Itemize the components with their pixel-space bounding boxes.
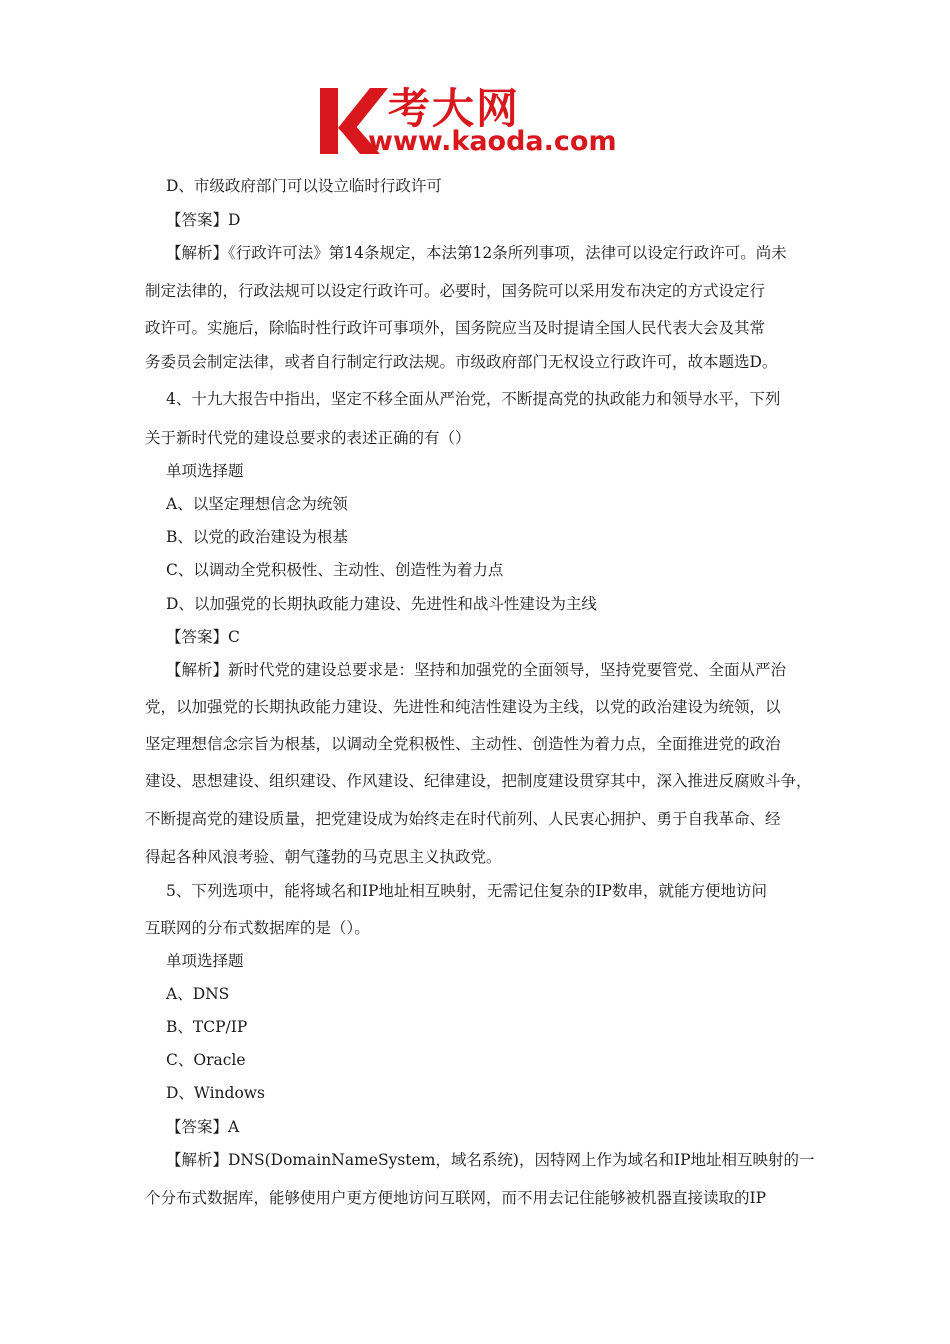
text-line: 【答案】C (166, 628, 240, 646)
text-line: 个分布式数据库，能够使用户更方便地访问互联网，而不用去记住能够被机器直接读取的IP (145, 1189, 767, 1207)
text-line: 务委员会制定法律，或者自行制定行政法规。市级政府部门无权设立行政许可，故本题选D。 (145, 353, 778, 371)
text-line: B、以党的政治建设为根基 (166, 528, 348, 546)
text-line: 得起各种风浪考验、朝气蓬勃的马克思主义执政党。 (145, 848, 502, 866)
text-line: 【答案】D (166, 211, 241, 229)
text-line: A、以坚定理想信念为统领 (166, 495, 348, 513)
text-line: 单项选择题 (166, 462, 244, 480)
text-line: 单项选择题 (166, 952, 244, 970)
text-line: D、Windows (166, 1084, 266, 1102)
text-line: D、以加强党的长期执政能力建设、先进性和战斗性建设为主线 (166, 595, 597, 613)
kaoda-logo[interactable] (318, 82, 640, 162)
text-line: 不断提高党的建设质量，把党建设成为始终走在时代前列、人民衷心拥护、勇于自我革命、经 (145, 810, 781, 828)
text-line: 【解析】《行政许可法》第14条规定，本法第12条所列事项，法律可以设定行政许可。尚未 (166, 244, 787, 262)
text-line: 制定法律的，行政法规可以设定行政许可。必要时，国务院可以采用发布决定的方式设定行 (145, 282, 766, 300)
text-line: 5、下列选项中，能将域名和IP地址相互映射，无需记住复杂的IP数串，就能方便地访问 (166, 882, 767, 900)
text-line: 【解析】DNS(DomainNameSystem，域名系统)，因特网上作为域名和IP地址相互映射的一 (166, 1151, 815, 1169)
text-line: 【解析】新时代党的建设总要求是：坚持和加强党的全面领导，坚持党要管党、全面从严治 (166, 661, 787, 679)
text-line: 建设、思想建设、组织建设、作风建设、纪律建设，把制度建设贯穿其中，深入推进反腐败斗争， (145, 772, 812, 790)
text-line: A、DNS (166, 985, 230, 1003)
text-line: B、TCP/IP (166, 1018, 248, 1036)
text-line: D、市级政府部门可以设立临时行政许可 (166, 177, 442, 195)
text-line: 党，以加强党的长期执政能力建设、先进性和纯洁性建设为主线，以党的政治建设为统领，以 (145, 698, 781, 716)
text-line: C、以调动全党积极性、主动性、创造性为着力点 (166, 561, 504, 579)
text-line: 关于新时代党的建设总要求的表述正确的有（） (145, 429, 471, 447)
logo-url-text: www.kaoda.com (368, 126, 617, 157)
text-line: 互联网的分布式数据库的是（）。 (145, 919, 370, 937)
text-line: 坚定理想信念宗旨为根基，以调动全党积极性、主动性、创造性为着力点，全面推进党的政治 (145, 735, 781, 753)
text-line: 政许可。实施后，除临时性行政许可事项外，国务院应当及时提请全国人民代表大会及其常 (145, 319, 766, 337)
text-line: 【答案】A (166, 1118, 240, 1136)
text-line: C、Oracle (166, 1051, 246, 1069)
logo-brand-text: 考大网 (388, 84, 521, 133)
text-line: 4、十九大报告中指出，坚定不移全面从严治党，不断提高党的执政能力和领导水平，下列 (166, 390, 781, 408)
